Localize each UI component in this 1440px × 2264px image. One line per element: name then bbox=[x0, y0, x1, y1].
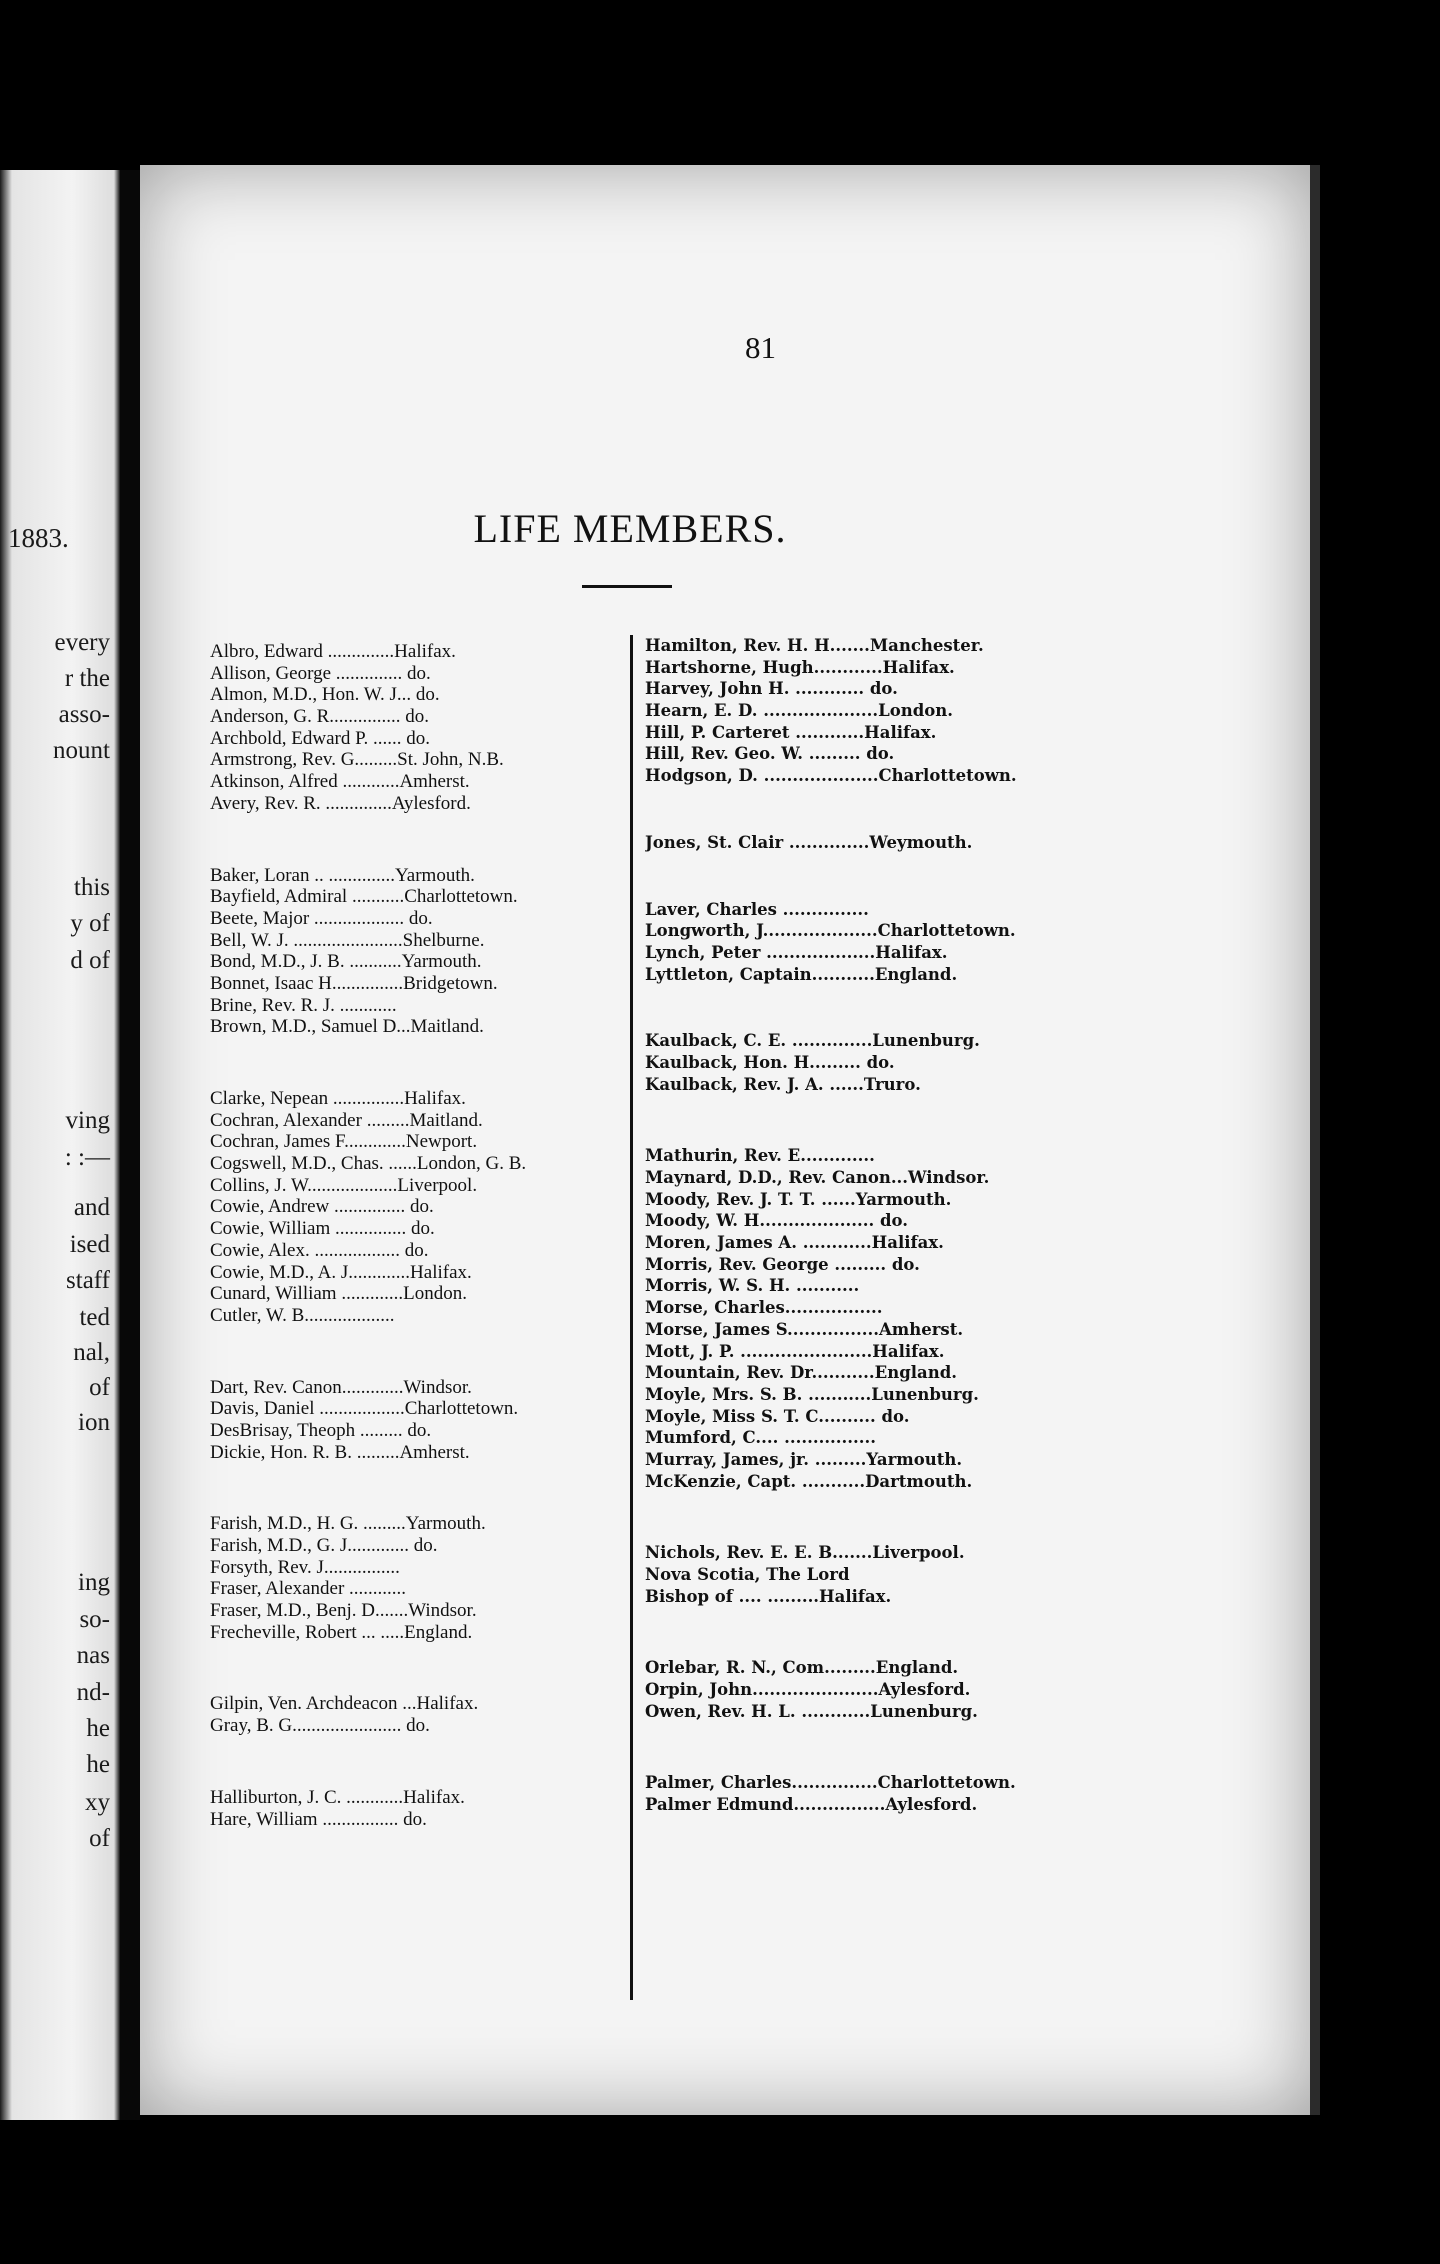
member-entry: Avery, Rev. R. ..............Aylesford. bbox=[210, 792, 471, 814]
member-entry: Murray, James, jr. .........Yarmouth. bbox=[645, 1449, 963, 1469]
member-entry: Gray, B. G....................... do. bbox=[210, 1715, 430, 1737]
left-page-text-fragment: of bbox=[89, 1825, 110, 1852]
member-entry: Kaulback, Rev. J. A. ......Truro. bbox=[645, 1074, 921, 1094]
member-entry: Forsyth, Rev. J................ bbox=[210, 1556, 400, 1578]
left-page-text-fragment: : :— bbox=[64, 1144, 110, 1171]
left-page-text-fragment: asso- bbox=[58, 701, 110, 728]
member-entry: Cunard, William .............London. bbox=[210, 1283, 467, 1305]
member-entry: Morse, James S................Amherst. bbox=[645, 1319, 964, 1339]
left-page-text-fragment: xy bbox=[85, 1789, 110, 1816]
left-page-text-fragment: nount bbox=[53, 737, 110, 764]
member-entry: Bonnet, Isaac H...............Bridgetown. bbox=[210, 972, 498, 994]
member-entry: Moren, James A. ............Halifax. bbox=[645, 1233, 944, 1253]
member-entry: Atkinson, Alfred ............Amherst. bbox=[210, 771, 470, 793]
left-page-text-fragment: d of bbox=[70, 947, 110, 974]
member-entry: Anderson, G. R............... do. bbox=[210, 706, 430, 728]
member-entry: Allison, George .............. do. bbox=[210, 662, 431, 684]
member-group bbox=[645, 1030, 1085, 1095]
member-entry: Kaulback, Hon. H......... do. bbox=[645, 1052, 895, 1072]
left-page-edge bbox=[0, 170, 120, 2120]
member-group bbox=[645, 1657, 1085, 1722]
member-entry: Fraser, Alexander ............ bbox=[210, 1578, 407, 1600]
member-entry: McKenzie, Capt. ...........Dartmouth. bbox=[645, 1471, 973, 1491]
member-group bbox=[210, 641, 650, 815]
member-entry: Moyle, Miss S. T. C.......... do. bbox=[645, 1406, 910, 1426]
member-entry: Palmer, Charles...............Charlottetown. bbox=[645, 1773, 1016, 1793]
member-entry: Brine, Rev. R. J. ............ bbox=[210, 994, 397, 1016]
member-entry: Bond, M.D., J. B. ...........Yarmouth. bbox=[210, 951, 482, 973]
member-entry: Hare, William ................ do. bbox=[210, 1808, 427, 1830]
member-entry: Farish, M.D., G. J............. do. bbox=[210, 1535, 438, 1556]
member-entry: Bishop of .... .........Halifax. bbox=[645, 1586, 892, 1606]
member-entry: Moody, W. H.................... do. bbox=[645, 1211, 908, 1231]
member-entry: Maynard, D.D., Rev. Canon...Windsor. bbox=[645, 1168, 990, 1187]
right-column bbox=[645, 635, 1085, 1816]
left-page-text-fragment: every bbox=[54, 629, 110, 656]
left-page-text-fragment: he bbox=[86, 1751, 110, 1778]
left-page-text-fragment: ion bbox=[78, 1409, 110, 1436]
right-page bbox=[140, 165, 1320, 2115]
member-entry: Cogswell, M.D., Chas. ......London, G. B. bbox=[210, 1153, 527, 1175]
member-entry: Moody, Rev. J. T. T. ......Yarmouth. bbox=[645, 1189, 952, 1209]
member-entry: Mountain, Rev. Dr...........England. bbox=[645, 1363, 957, 1383]
member-group bbox=[210, 1513, 650, 1643]
left-page-text-fragment: ving bbox=[65, 1107, 110, 1134]
member-group bbox=[645, 635, 1085, 787]
member-entry: Moyle, Mrs. S. B. ...........Lunenburg. bbox=[645, 1384, 979, 1404]
left-page-year: 1883. bbox=[8, 523, 69, 553]
left-page-text-fragment: of bbox=[89, 1374, 110, 1401]
member-entry: Orlebar, R. N., Com.........England. bbox=[645, 1658, 959, 1678]
member-entry: Cowie, Alex. .................. do. bbox=[210, 1239, 429, 1261]
member-entry: Kaulback, C. E. ..............Lunenburg. bbox=[645, 1031, 980, 1051]
left-page-text-fragment: ted bbox=[79, 1304, 110, 1331]
member-entry: Davis, Daniel ..................Charlottetown. bbox=[210, 1398, 519, 1420]
member-entry: Harvey, John H. ............ do. bbox=[645, 679, 898, 699]
member-entry: Hill, Rev. Geo. W. ......... do. bbox=[645, 744, 895, 764]
book-spine bbox=[120, 170, 140, 2120]
member-entry: Hodgson, D. ....................Charlottetown. bbox=[645, 766, 1017, 786]
member-entry: Dart, Rev. Canon.............Windsor. bbox=[210, 1376, 472, 1398]
member-entry: Almon, M.D., Hon. W. J... do. bbox=[210, 684, 440, 706]
member-entry: Fraser, M.D., Benj. D.......Windsor. bbox=[210, 1600, 477, 1622]
member-entry: Hearn, E. D. ....................London. bbox=[645, 701, 954, 721]
member-group bbox=[210, 1787, 650, 1830]
member-entry: Halliburton, J. C. ............Halifax. bbox=[210, 1786, 465, 1808]
member-entry: Cowie, William ............... do. bbox=[210, 1218, 435, 1240]
member-entry: Cowie, Andrew ............... do. bbox=[210, 1196, 434, 1218]
member-entry: Cutler, W. B................... bbox=[210, 1304, 395, 1326]
member-entry: Albro, Edward ..............Halifax. bbox=[210, 641, 456, 662]
left-page-text-fragment: staff bbox=[66, 1267, 110, 1294]
left-page-text-fragment: and bbox=[73, 1194, 110, 1221]
section-title: LIFE MEMBERS. bbox=[473, 506, 787, 551]
member-entry: Owen, Rev. H. L. ............Lunenburg. bbox=[645, 1701, 978, 1721]
left-column bbox=[210, 641, 650, 1830]
member-entry: Collins, J. W...................Liverpool. bbox=[210, 1174, 478, 1196]
member-entry: Mumford, C.... ................ bbox=[645, 1428, 877, 1448]
member-entry: Morse, Charles................. bbox=[645, 1298, 883, 1318]
member-group bbox=[210, 1693, 650, 1736]
member-entry: Archbold, Edward P. ...... do. bbox=[210, 727, 431, 749]
left-page-text-fragment: nas bbox=[76, 1642, 110, 1669]
left-page-text-fragment: this bbox=[73, 874, 110, 901]
member-entry: Baker, Loran .. ..............Yarmouth. bbox=[210, 864, 475, 886]
page-number: 81 bbox=[745, 330, 776, 365]
member-entry: Lyttleton, Captain...........England. bbox=[645, 964, 958, 984]
left-page-text-fragment: nd- bbox=[76, 1679, 110, 1706]
member-entry: Bell, W. J. .......................Shelburne. bbox=[210, 929, 485, 951]
member-entry: Mott, J. P. .......................Halifax. bbox=[645, 1341, 945, 1361]
left-page-text-fragment: ing bbox=[78, 1569, 110, 1596]
left-page-text-fragment: ised bbox=[69, 1231, 110, 1258]
member-group bbox=[210, 1377, 650, 1464]
member-entry: Longworth, J....................Charlottetown. bbox=[645, 921, 1016, 941]
member-entry: Palmer Edmund................Aylesford. bbox=[645, 1795, 978, 1815]
member-entry: Hill, P. Carteret ............Halifax. bbox=[645, 722, 937, 742]
member-entry: Gilpin, Ven. Archdeacon ...Halifax. bbox=[210, 1693, 479, 1715]
left-page-text-fragment: y of bbox=[70, 910, 110, 937]
member-entry: Jones, St. Clair ..............Weymouth. bbox=[645, 832, 973, 852]
member-entry: Hartshorne, Hugh............Halifax. bbox=[645, 657, 955, 677]
member-entry: Clarke, Nepean ...............Halifax. bbox=[210, 1088, 466, 1109]
member-entry: Dickie, Hon. R. B. .........Amherst. bbox=[210, 1441, 470, 1463]
member-entry: Morris, W. S. H. ........... bbox=[645, 1276, 860, 1296]
member-entry: DesBrisay, Theoph ......... do. bbox=[210, 1419, 432, 1441]
member-entry: Morris, Rev. George ......... do. bbox=[645, 1254, 920, 1274]
member-entry: Cowie, M.D., A. J.............Halifax. bbox=[210, 1261, 472, 1283]
member-entry: Beete, Major ................... do. bbox=[210, 907, 433, 929]
member-entry: Orpin, John......................Aylesford. bbox=[645, 1680, 971, 1700]
member-entry: Nova Scotia, The Lord bbox=[645, 1565, 850, 1584]
member-entry: Lynch, Peter ...................Halifax. bbox=[645, 942, 948, 962]
left-page-text-fragment: r the bbox=[64, 665, 110, 692]
member-entry: Mathurin, Rev. E............. bbox=[645, 1146, 875, 1166]
member-entry: Brown, M.D., Samuel D...Maitland. bbox=[210, 1016, 484, 1038]
member-group bbox=[210, 1088, 650, 1327]
member-group bbox=[645, 1772, 1085, 1815]
member-group bbox=[645, 1542, 1085, 1607]
member-group bbox=[645, 832, 1085, 854]
title-rule bbox=[582, 585, 672, 588]
member-group bbox=[645, 1145, 1085, 1492]
left-page-text-fragment: so- bbox=[79, 1606, 110, 1633]
member-entry: Armstrong, Rev. G.........St. John, N.B. bbox=[210, 749, 504, 771]
member-entry: Farish, M.D., H. G. .........Yarmouth. bbox=[210, 1513, 486, 1535]
left-page-text-fragment: nal, bbox=[73, 1339, 110, 1366]
member-entry: Bayfield, Admiral ...........Charlottetown. bbox=[210, 886, 518, 908]
member-entry: Laver, Charles ............... bbox=[645, 899, 869, 919]
member-group bbox=[645, 899, 1085, 986]
member-entry: Nichols, Rev. E. E. B.......Liverpool. bbox=[645, 1543, 965, 1563]
member-entry: Hamilton, Rev. H. H.......Manchester. bbox=[645, 636, 984, 655]
left-page-text-fragment: he bbox=[86, 1715, 110, 1742]
member-entry: Cochran, James F.............Newport. bbox=[210, 1131, 478, 1153]
member-group bbox=[210, 865, 650, 1039]
member-entry: Cochran, Alexander .........Maitland. bbox=[210, 1109, 483, 1131]
member-entry: Frecheville, Robert ... .....England. bbox=[210, 1621, 473, 1643]
